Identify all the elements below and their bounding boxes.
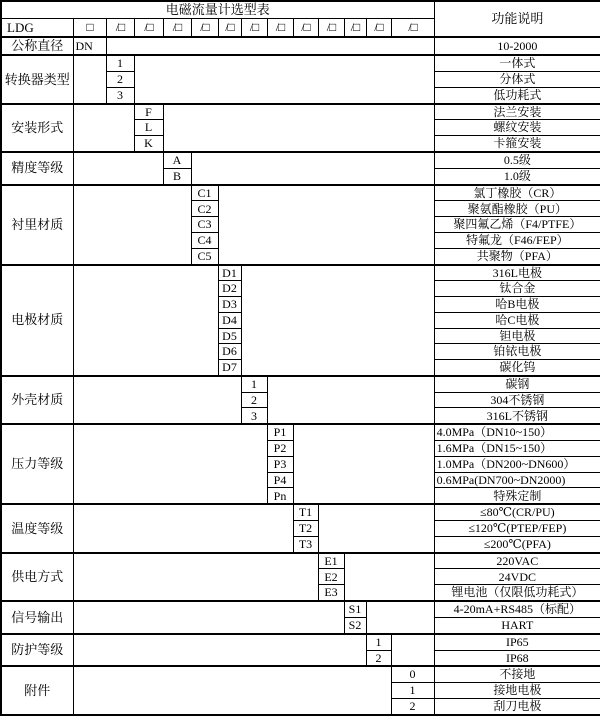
option-description-cell: HART [434,617,600,633]
option-code-cell: L [134,120,163,136]
option-description-cell: IP65 [434,634,600,650]
option-description-cell: 钽电极 [434,328,600,344]
option-description-cell: 220VAC [434,553,600,569]
model-code-box-slash: /□ [191,19,218,38]
function-description-header: 功能说明 [434,1,600,37]
category-label: 外壳材质 [1,376,73,424]
option-description-cell: 1.6MPa（DN15~150） [434,441,600,457]
category-label: 供电方式 [1,553,73,601]
right-spacer-cell [134,55,434,103]
option-code-cell: S2 [344,617,366,633]
option-description-cell: 哈B电极 [434,297,600,313]
left-spacer-cell [73,265,218,376]
option-code-cell: T1 [293,504,318,520]
option-description-cell: 碳钢 [434,376,600,392]
category-label: 温度等级 [1,504,73,552]
option-description-cell: 低功耗式 [434,87,600,103]
option-description-cell: 特氟龙（F46/FEP） [434,232,600,248]
option-description-cell: ≤80℃(CR/PU) [434,504,600,520]
model-code-box-slash: /□ [106,19,134,38]
category-label: 电极材质 [1,265,73,376]
category-label: 安装形式 [1,104,73,152]
category-label: 衬里材质 [1,185,73,265]
option-code-cell: D2 [218,281,241,297]
table-title: 电磁流量计选型表 [1,1,434,19]
option-code-cell: 0 [391,666,434,682]
left-spacer-cell [73,504,293,552]
option-code-cell: 1 [241,376,267,392]
option-description-cell: 4.0MPa（DN10~150） [434,424,600,440]
category-label: 公称直径 [1,37,73,55]
right-spacer-cell [191,152,434,185]
option-description-cell: 接地电极 [434,683,600,699]
category-label: 信号输出 [1,601,73,634]
category-label: 精度等级 [1,152,73,185]
category-label: 附件 [1,666,73,715]
left-spacer-cell [73,104,134,152]
option-description-cell: 螺纹安装 [434,120,600,136]
category-label: 转换器类型 [1,55,73,103]
right-spacer-cell [293,424,434,504]
option-description-cell: ≤120℃(PTEP/FEP) [434,521,600,537]
option-description-cell: 碳化钨 [434,360,600,376]
option-description-cell: 不接地 [434,666,600,682]
option-code-cell: S1 [344,601,366,617]
option-code-cell: 1 [366,634,391,650]
model-code-box-slash: /□ [241,19,267,38]
option-description-cell: 0.5级 [434,152,600,168]
option-code-cell: B [163,168,191,184]
model-code-box-slash: /□ [366,19,391,38]
model-code-box-slash: /□ [163,19,191,38]
model-code-box-slash: /□ [134,19,163,38]
option-code-cell: 2 [391,698,434,715]
model-code-box: □ [73,19,106,38]
option-code-cell: E1 [318,553,344,569]
option-code-cell: D7 [218,360,241,376]
right-spacer-cell [318,504,434,552]
category-label: 压力等级 [1,424,73,504]
model-code-box-slash: /□ [267,19,293,38]
option-description-cell: 分体式 [434,71,600,87]
option-description-cell: 法兰安装 [434,104,600,120]
option-description-cell: 304不锈钢 [434,392,600,408]
right-spacer-cell [391,634,434,667]
option-code-cell: DN [73,37,106,55]
left-spacer-cell [73,553,318,601]
model-code-box-slash: /□ [293,19,318,38]
option-code-cell: T3 [293,536,318,552]
left-spacer-cell [73,424,267,504]
left-spacer-cell [73,601,344,634]
option-code-cell: C3 [191,217,218,233]
option-code-cell: C5 [191,248,218,264]
option-code-cell: K [134,136,163,152]
option-code-cell: C4 [191,232,218,248]
model-code-box-slash: /□ [344,19,366,38]
left-spacer-cell [73,152,163,185]
option-description-cell: 刮刀电极 [434,698,600,715]
option-description-cell: 卡箍安装 [434,136,600,152]
option-description-cell: 聚四氟乙烯（F4/PTFE） [434,217,600,233]
left-spacer-cell [73,376,241,424]
right-spacer-cell [366,601,434,634]
option-code-cell: 1 [106,55,134,71]
option-code-cell: 1 [391,683,434,699]
option-code-cell: D3 [218,297,241,313]
option-description-cell: 哈C电极 [434,312,600,328]
option-code-cell: P3 [267,456,293,472]
model-code-box-slash: /□ [218,19,241,38]
option-code-cell: 3 [241,408,267,424]
option-description-cell: 0.6MPa(DN700~DN2000) [434,472,600,488]
left-spacer-cell [73,185,191,265]
option-description-cell: 共聚物（PFA） [434,248,600,264]
option-description-cell: 10-2000 [434,37,600,55]
option-description-cell: 1.0级 [434,168,600,184]
option-code-cell: C1 [191,185,218,201]
option-description-cell: 316L不锈钢 [434,408,600,424]
option-description-cell: 316L电极 [434,265,600,281]
model-code-box-slash: /□ [391,19,434,38]
category-label: 防护等级 [1,634,73,667]
option-description-cell: 特殊定制 [434,488,600,504]
option-code-cell: D6 [218,344,241,360]
model-code-box-slash: /□ [318,19,344,38]
right-spacer-cell [241,265,434,376]
option-code-cell: P2 [267,441,293,457]
option-description-cell: 氯丁橡胶（CR） [434,185,600,201]
option-code-cell: T2 [293,521,318,537]
option-description-cell: 钛合金 [434,281,600,297]
option-code-cell: E2 [318,569,344,585]
model-prefix: LDG [1,19,73,38]
option-code-cell: 2 [241,392,267,408]
option-description-cell: 4-20mA+RS485（标配） [434,601,600,617]
option-description-cell: 聚氨酯橡胶（PU） [434,201,600,217]
option-code-cell: D4 [218,312,241,328]
right-spacer-cell [344,553,434,601]
option-code-cell: D5 [218,328,241,344]
option-code-cell: 2 [366,650,391,666]
option-code-cell: E3 [318,585,344,601]
option-description-cell: IP68 [434,650,600,666]
option-code-cell: A [163,152,191,168]
option-description-cell: 1.0MPa（DN200~DN600） [434,456,600,472]
option-code-cell: 3 [106,87,134,103]
option-code-cell: D1 [218,265,241,281]
left-spacer-cell [73,55,106,103]
option-description-cell: 铂铱电极 [434,344,600,360]
option-description-cell: 24VDC [434,569,600,585]
right-spacer-cell [218,185,434,265]
option-code-cell: F [134,104,163,120]
option-description-cell: 锂电池（仅限低功耗式） [434,585,600,601]
left-spacer-cell [73,634,366,667]
option-code-cell: 2 [106,71,134,87]
option-description-cell: ≤200℃(PFA) [434,536,600,552]
right-spacer-cell [163,104,434,152]
left-spacer-cell [73,666,391,715]
option-description-cell: 一体式 [434,55,600,71]
option-code-cell: Pn [267,488,293,504]
option-code-cell: P4 [267,472,293,488]
option-code-cell: C2 [191,201,218,217]
right-spacer-cell [267,376,434,424]
right-spacer-cell [106,37,434,55]
option-code-cell: P1 [267,424,293,440]
